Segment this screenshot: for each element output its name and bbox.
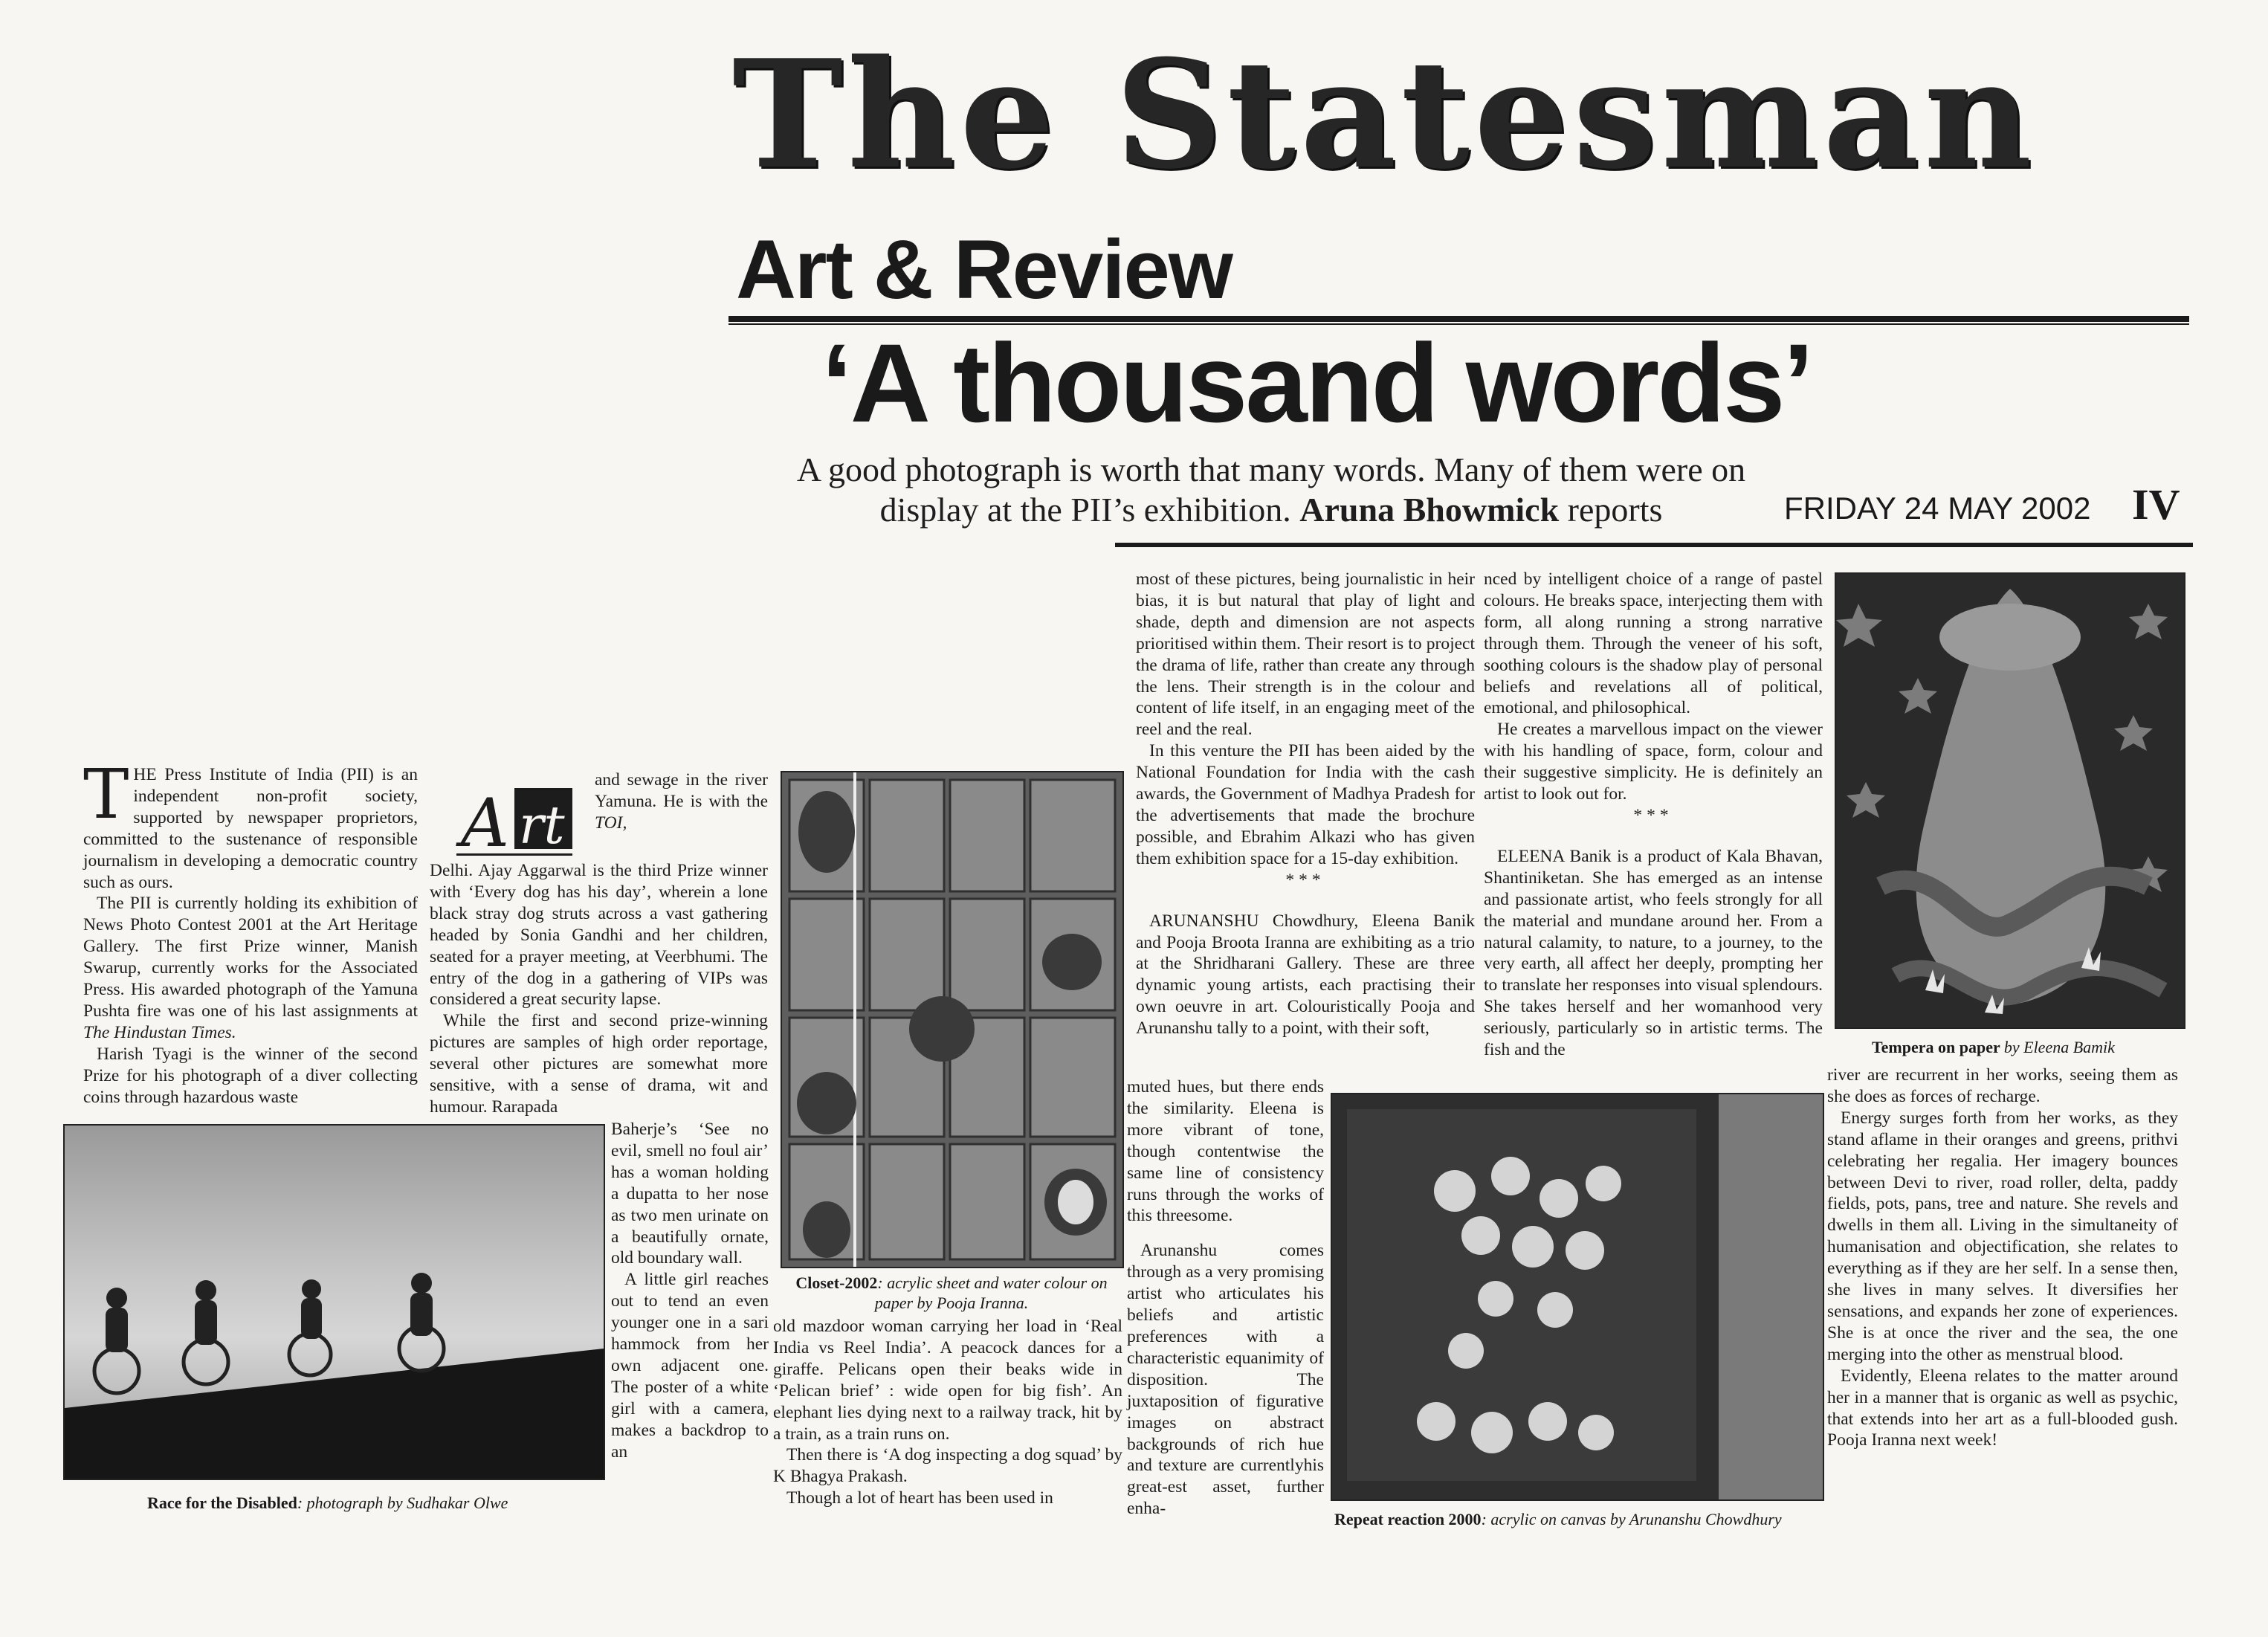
- column-6-para-1: river are recurrent in her works, seeing them as she does as forces of recharge.: [1827, 1065, 2178, 1106]
- article-column-5: [1484, 569, 1823, 1061]
- roses-painting-image: [1332, 1094, 1823, 1499]
- article-column-2c: [611, 1119, 769, 1463]
- tempera-artwork: [1835, 572, 2185, 1029]
- svg-text:rt: rt: [519, 795, 565, 856]
- tempera-caption: [1872, 1037, 2184, 1057]
- column-1-para-2: [83, 893, 418, 1043]
- standfirst-line2: [773, 490, 1769, 530]
- race-for-disabled-photo: [63, 1124, 605, 1480]
- author-byline: Aruna Bhowmick: [1299, 491, 1560, 529]
- column-1-para-1-text: HE Press Institute of India (PII) is an independent non-profit society, supported by newspaper proprietors, committed to the sustenance of responsible journalism in developing a democratic country such as ours.: [83, 765, 418, 892]
- column-4-para-5: Arunanshu comes through as a very promising artist who articulates his beliefs and artistic preferences with a characteristic equanimity of disposition. The juxtaposition of figurative images on abstract backgrounds of rich hue and texture are currentlyhis great-est asset, further enha-: [1127, 1241, 1324, 1519]
- column-4-para-3: ARUNANSHU Chowdhury, Eleena Banik and Pooja Broota Iranna are exhibiting as a trio at the Shridharani Gallery. These are three dynamic young artists, each practising their own oeuvre in art. Colouristically Pooja and Arunanshu tally to a point, with their soft,: [1136, 911, 1475, 1039]
- repeat-reaction-artwork: [1331, 1093, 1824, 1501]
- section-break-stars: ***: [1285, 870, 1325, 890]
- article-column-4a: [1136, 569, 1475, 1039]
- column-4-para-2: In this venture the PII has been aided by the National Foundation for India with the cash awards, the Government of Madhya Pradesh for the advertisements that made the brochure possible, and Ebrahim Alkazi who has given them exhibition space for a 15-day exhibition.: [1136, 741, 1475, 868]
- closet-apples-image: [782, 772, 1122, 1267]
- column-5-para-3: ELEENA Banik is a product of Kala Bhavan, Shantiniketan. She has emerged as an intense and passionate artist, who feels strongly for all the material and mundane around her. From a natural calamity, to nature, to a journey, to the very earth, all affect her deeply, prompting her to translate her responses into visual splendours. She takes herself and her womanhood very seriously, particularly so in artistic terms. The fish and the: [1484, 846, 1823, 1060]
- section-break-stars-2: ***: [1633, 805, 1673, 825]
- standfirst-tail: reports: [1567, 491, 1663, 529]
- article-column-2a: [595, 769, 768, 834]
- masthead-title: The Statesman: [732, 28, 2037, 202]
- tempera-figure-image: [1836, 574, 2184, 1027]
- art-logo: [455, 781, 581, 862]
- closet-2002-artwork: [781, 771, 1124, 1268]
- column-6-para-3: Evidently, Eleena relates to the matter around her in a manner that is organic as well as psychic, that extends into her art as a full-blooded gush. Pooja Iranna next week!: [1827, 1366, 2178, 1450]
- closet-caption-title: Closet-2002: [795, 1273, 878, 1292]
- tempera-caption-title: Tempera on paper: [1872, 1038, 2000, 1056]
- race-caption-credit: : photograph by Sudhakar Olwe: [297, 1494, 508, 1512]
- column-3-para-3: Though a lot of heart has been used in: [786, 1488, 1053, 1508]
- page-number: IV: [2132, 480, 2180, 529]
- repeat-caption-credit: : acrylic on canvas by Arunanshu Chowdhury: [1481, 1510, 1782, 1528]
- standfirst-line1: A good photograph is worth that many words. Many of them were on: [796, 451, 1746, 488]
- svg-text:A: A: [461, 784, 509, 862]
- column-3-para-1: old mazdoor woman carrying her load in ‘Real India vs Reel India’. A peacock dances for a giraffe. Pelicans open their beaks wide in ‘Pelican brief’ : wide open for big fish’. An elephant lies dying next to a railway track, hit by a train, as a train runs on.: [773, 1317, 1122, 1444]
- closet-caption-credit: : acrylic sheet and water colour on paper by Pooja Iranna.: [874, 1273, 1108, 1312]
- article-column-1: [83, 755, 418, 1108]
- section-title: Art & Review: [736, 223, 1232, 316]
- column-2-para-2: While the first and second prize-winning pictures are samples of high order reportage, several other pictures are somewhat more sensitive, with a sense of drama, wit and humour. Rarapada: [430, 1011, 768, 1117]
- article-column-3: [773, 1316, 1122, 1509]
- dateline: FRIDAY 24 MAY 2002: [1784, 491, 2091, 526]
- tempera-caption-credit: by Eleena Bamik: [2003, 1038, 2115, 1056]
- closet-caption: [781, 1273, 1122, 1313]
- column-1-para-2-text: The PII is currently holding its exhibition of News Photo Contest 2001 at the Art Heritage Gallery. The first Prize winner, Manish Swarup, currently works for the Associated Press. His awarded photograph of the Yamuna Pushta fire was one of his last assignments at: [83, 894, 418, 1021]
- race-photo-caption: [147, 1493, 593, 1513]
- repeat-caption-title: Repeat reaction 2000: [1334, 1510, 1482, 1528]
- column-2-para-1a: [595, 769, 768, 834]
- dateline-rule: [1115, 543, 2193, 547]
- article-column-6: [1827, 1065, 2178, 1451]
- column-4-para-1: most of these pictures, being journalistic in heir bias, it is but natural that play of light and shade, depth and dimension are not aspects prioritised within them. Their resort is to project the drama of life, rather than create any through the lens. Their strength is in the colour and content of life itself, in an engaging meet of the reel and the real.: [1136, 569, 1475, 740]
- art-logo-glyph: [455, 781, 581, 862]
- column-1-para-2-emphasis: The Hindustan Times.: [83, 1022, 236, 1042]
- race-caption-title: Race for the Disabled: [147, 1494, 297, 1512]
- column-5-para-2: He creates a marvellous impact on the viewer with his handling of space, form, colour and their suggestive simplicity. He is definitely an artist to look out for.: [1484, 720, 1823, 804]
- column-1-para-1: [83, 755, 418, 893]
- article-column-4b: [1127, 1076, 1324, 1520]
- drop-cap: T: [83, 755, 129, 834]
- standfirst-line2-text: display at the PII’s exhibition.: [879, 491, 1291, 529]
- column-2-para-4: A little girl reaches out to tend an even younger one in a sari hammock from her own adjacent one. The poster of a white girl with a camera, makes a backdrop to an: [611, 1270, 769, 1462]
- article-column-2b: [430, 860, 768, 1118]
- column-4-para-4: muted hues, but there ends the similarity. Eleena is more vibrant of tone, though contentwise the same line of consistency runs through the works of this threesome.: [1127, 1077, 1324, 1226]
- wheelchair-racers-image: [65, 1126, 604, 1479]
- standfirst: [773, 450, 1769, 530]
- column-2-para-3: Baherje’s ‘See no evil, smell no foul air’ has a woman holding a dupatta to her nose as two men urinate on a beautifully ornate, old boundary wall.: [611, 1120, 769, 1268]
- column-5-para-1: nced by intelligent choice of a range of pastel colours. He breaks space, interjecting them with form, all along running a strong narrative through them. Through the veneer of his soft, soothing colours is the shadow play of personal beliefs and revelations all of political, emotional, and philosophical.: [1484, 569, 1823, 718]
- column-2-para-1-emphasis: TOI,: [595, 813, 627, 833]
- column-6-para-2: Energy surges forth from her works, as they stand aflame in their oranges and greens, prithvi celebrating her regalia. Her imagery bounces between Devi to river, road roller, delta, paddy fields, pots, pans, tree and nature. She revels and dwells in them all. Living in the simultaneity of humanisation and objectification, she relates to everything as if they are her self. In a sense then, she lives in many selves. It diversifies her sensations, and expands her zone of experiences. She is at once the river and the sea, the one merging into the other as menstrual blood.: [1827, 1108, 2178, 1364]
- repeat-reaction-caption: [1334, 1509, 1825, 1529]
- column-1-para-3: Harish Tyagi is the winner of the second Prize for his photograph of a diver collecting coins through hazardous waste: [83, 1044, 418, 1107]
- column-2-para-1b: Delhi. Ajay Aggarwal is the third Prize winner with ‘Every dog has his day’, wherein a lone black stray dog struts across a vast gathering headed by Sonia Gandhi and her children, seated for a prayer meeting, at Veerbhumi. The entry of the dog in a gathering of VIPs was considered a great security lapse.: [430, 861, 768, 1010]
- column-2-para-1a-text: and sewage in the river Yamuna. He is with the: [595, 770, 768, 811]
- column-3-para-2: Then there is ‘A dog inspecting a dog squad’ by K Bhagya Prakash.: [773, 1445, 1122, 1487]
- headline: ‘A thousand words’: [821, 320, 1812, 445]
